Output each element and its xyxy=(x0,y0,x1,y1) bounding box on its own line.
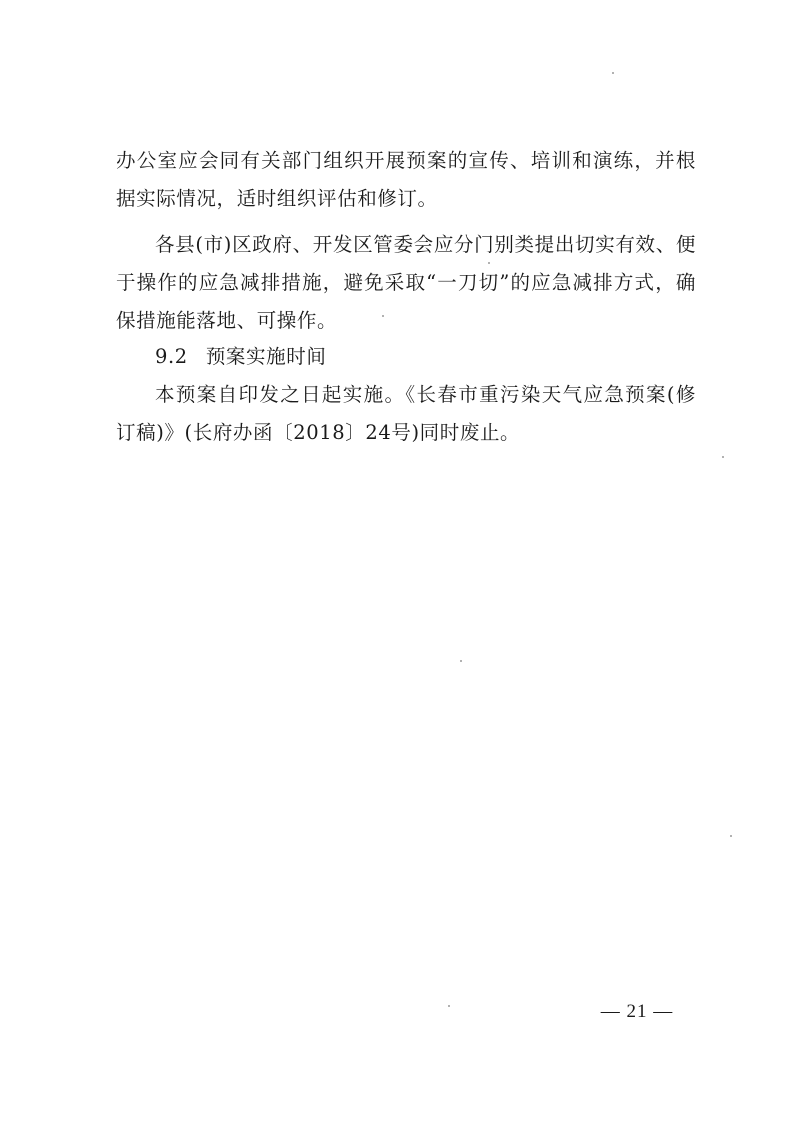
paragraph-emission-measures: 各县(市)区政府、开发区管委会应分门别类提出切实有效、便于操作的应急减排措施，避免采取“一刀切”的应急减排方式，确保措施能落地、可操作。 xyxy=(116,233,696,332)
section-heading xyxy=(155,338,326,376)
paragraph-continuation: 办公室应会同有关部门组织开展预案的宣传、培训和演练，并根据实际情况，适时组织评估和修订。 xyxy=(116,149,696,210)
section-title: 预案实施时间 xyxy=(205,345,327,368)
scan-speck xyxy=(488,262,490,264)
scan-speck xyxy=(382,315,384,317)
paragraph-implementation: 本预案自印发之日起实施。《长春市重污染天气应急预案(修订稿)》(长府办函〔2018〕24号)同时废止。 xyxy=(116,383,696,444)
scan-speck xyxy=(722,456,724,458)
scan-speck xyxy=(460,660,462,662)
scan-speck xyxy=(730,835,732,837)
scan-speck xyxy=(448,1005,450,1007)
scan-speck xyxy=(612,72,614,74)
section-number: 9.2 xyxy=(155,345,188,368)
page-number: — 21 — xyxy=(600,1001,674,1022)
